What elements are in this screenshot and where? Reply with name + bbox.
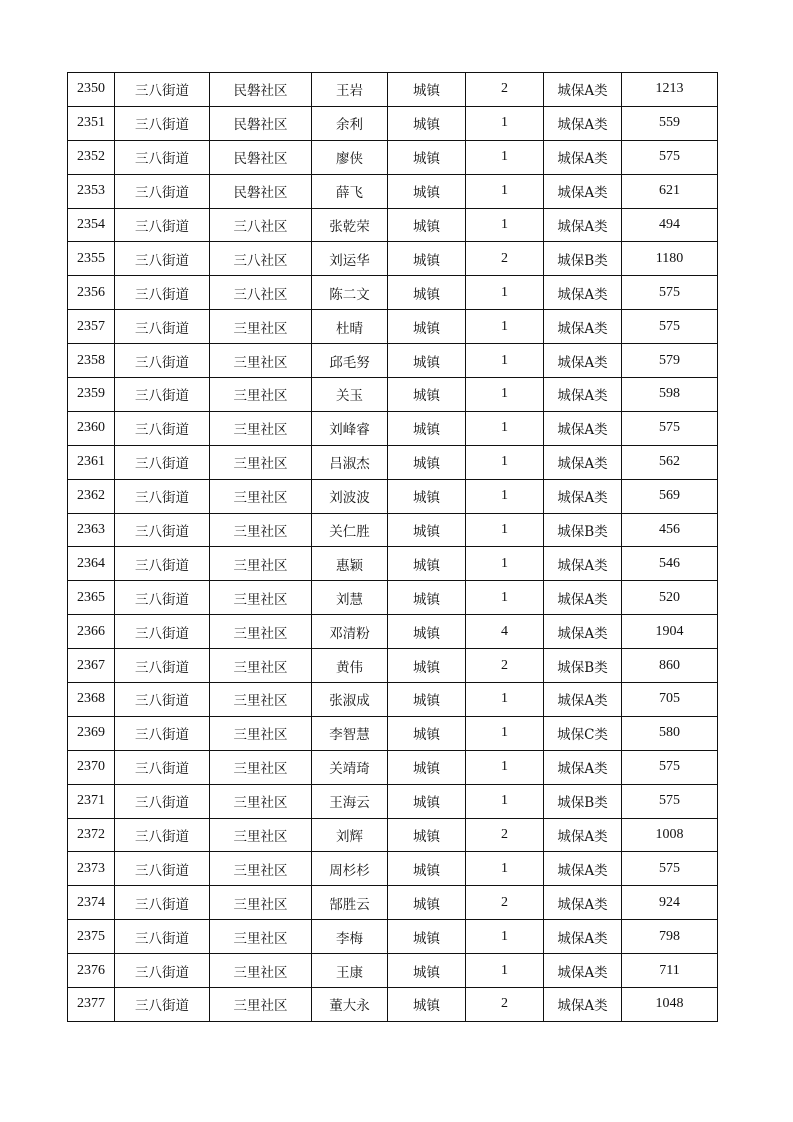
table-row: [68, 106, 718, 140]
subdistrict-cell: 三八街道: [115, 886, 210, 920]
insurance-category-cell: 城保A类: [544, 344, 622, 378]
name-cell: 郜胜云: [312, 886, 388, 920]
name-cell: 刘运华: [312, 242, 388, 276]
household-size-cell: 1: [466, 276, 544, 310]
table-row: [68, 310, 718, 344]
community-cell: 三里社区: [210, 750, 312, 784]
insurance-category-cell: 城保A类: [544, 140, 622, 174]
community-cell: 三里社区: [210, 547, 312, 581]
insurance-category-cell: 城保A类: [544, 310, 622, 344]
serial-number-cell: 2375: [68, 920, 115, 954]
serial-number-cell: 2376: [68, 954, 115, 988]
household-type-cell: 城镇: [388, 276, 466, 310]
name-cell: 刘辉: [312, 818, 388, 852]
household-size-cell: 2: [466, 818, 544, 852]
name-cell: 关玉: [312, 378, 388, 412]
household-type-cell: 城镇: [388, 310, 466, 344]
serial-number-cell: 2370: [68, 750, 115, 784]
community-cell: 三里社区: [210, 954, 312, 988]
table-row: [68, 784, 718, 818]
serial-number-cell: 2362: [68, 479, 115, 513]
amount-cell: 456: [622, 513, 718, 547]
household-type-cell: 城镇: [388, 479, 466, 513]
insurance-category-cell: 城保A类: [544, 73, 622, 107]
subdistrict-cell: 三八街道: [115, 784, 210, 818]
table-row: [68, 344, 718, 378]
community-cell: 三八社区: [210, 242, 312, 276]
serial-number-cell: 2351: [68, 106, 115, 140]
household-size-cell: 1: [466, 378, 544, 412]
household-type-cell: 城镇: [388, 852, 466, 886]
household-type-cell: 城镇: [388, 344, 466, 378]
household-type-cell: 城镇: [388, 208, 466, 242]
community-cell: 三里社区: [210, 683, 312, 717]
name-cell: 周杉杉: [312, 852, 388, 886]
insurance-category-cell: 城保A类: [544, 445, 622, 479]
subdistrict-cell: 三八街道: [115, 683, 210, 717]
amount-cell: 598: [622, 378, 718, 412]
amount-cell: 860: [622, 649, 718, 683]
table-row: [68, 649, 718, 683]
name-cell: 吕淑杰: [312, 445, 388, 479]
subdistrict-cell: 三八街道: [115, 547, 210, 581]
serial-number-cell: 2361: [68, 445, 115, 479]
household-size-cell: 1: [466, 716, 544, 750]
amount-cell: 579: [622, 344, 718, 378]
table-row: [68, 988, 718, 1022]
table-row: [68, 513, 718, 547]
table-row: [68, 852, 718, 886]
insurance-category-cell: 城保B类: [544, 242, 622, 276]
records-table: [67, 72, 718, 1022]
community-cell: 三里社区: [210, 411, 312, 445]
insurance-category-cell: 城保A类: [544, 547, 622, 581]
community-cell: 三里社区: [210, 344, 312, 378]
table-row: [68, 445, 718, 479]
subdistrict-cell: 三八街道: [115, 649, 210, 683]
serial-number-cell: 2364: [68, 547, 115, 581]
amount-cell: 575: [622, 784, 718, 818]
amount-cell: 575: [622, 411, 718, 445]
household-size-cell: 1: [466, 479, 544, 513]
household-size-cell: 1: [466, 310, 544, 344]
name-cell: 黄伟: [312, 649, 388, 683]
amount-cell: 575: [622, 276, 718, 310]
name-cell: 王海云: [312, 784, 388, 818]
serial-number-cell: 2350: [68, 73, 115, 107]
amount-cell: 559: [622, 106, 718, 140]
community-cell: 三里社区: [210, 920, 312, 954]
household-type-cell: 城镇: [388, 242, 466, 276]
subdistrict-cell: 三八街道: [115, 73, 210, 107]
serial-number-cell: 2356: [68, 276, 115, 310]
household-size-cell: 2: [466, 242, 544, 276]
amount-cell: 1180: [622, 242, 718, 276]
serial-number-cell: 2352: [68, 140, 115, 174]
table-row: [68, 378, 718, 412]
insurance-category-cell: 城保A类: [544, 479, 622, 513]
table-row: [68, 276, 718, 310]
table-row: [68, 208, 718, 242]
amount-cell: 580: [622, 716, 718, 750]
household-type-cell: 城镇: [388, 445, 466, 479]
serial-number-cell: 2365: [68, 581, 115, 615]
name-cell: 廖侠: [312, 140, 388, 174]
subdistrict-cell: 三八街道: [115, 276, 210, 310]
household-size-cell: 2: [466, 649, 544, 683]
household-size-cell: 1: [466, 547, 544, 581]
amount-cell: 575: [622, 140, 718, 174]
household-size-cell: 1: [466, 581, 544, 615]
community-cell: 民磐社区: [210, 140, 312, 174]
household-size-cell: 1: [466, 513, 544, 547]
insurance-category-cell: 城保A类: [544, 954, 622, 988]
insurance-category-cell: 城保A类: [544, 988, 622, 1022]
name-cell: 刘慧: [312, 581, 388, 615]
subdistrict-cell: 三八街道: [115, 310, 210, 344]
household-type-cell: 城镇: [388, 716, 466, 750]
insurance-category-cell: 城保C类: [544, 716, 622, 750]
serial-number-cell: 2373: [68, 852, 115, 886]
community-cell: 民磐社区: [210, 174, 312, 208]
serial-number-cell: 2354: [68, 208, 115, 242]
subdistrict-cell: 三八街道: [115, 954, 210, 988]
household-size-cell: 1: [466, 954, 544, 988]
insurance-category-cell: 城保B类: [544, 649, 622, 683]
serial-number-cell: 2358: [68, 344, 115, 378]
insurance-category-cell: 城保A类: [544, 615, 622, 649]
records-table-body: [68, 73, 718, 1022]
insurance-category-cell: 城保A类: [544, 411, 622, 445]
household-type-cell: 城镇: [388, 73, 466, 107]
insurance-category-cell: 城保A类: [544, 683, 622, 717]
household-type-cell: 城镇: [388, 378, 466, 412]
table-row: [68, 479, 718, 513]
subdistrict-cell: 三八街道: [115, 140, 210, 174]
insurance-category-cell: 城保A类: [544, 886, 622, 920]
serial-number-cell: 2369: [68, 716, 115, 750]
household-size-cell: 1: [466, 174, 544, 208]
household-type-cell: 城镇: [388, 818, 466, 852]
community-cell: 三里社区: [210, 818, 312, 852]
subdistrict-cell: 三八街道: [115, 818, 210, 852]
household-type-cell: 城镇: [388, 954, 466, 988]
name-cell: 张淑成: [312, 683, 388, 717]
community-cell: 三里社区: [210, 615, 312, 649]
name-cell: 关仁胜: [312, 513, 388, 547]
subdistrict-cell: 三八街道: [115, 344, 210, 378]
amount-cell: 546: [622, 547, 718, 581]
subdistrict-cell: 三八街道: [115, 615, 210, 649]
amount-cell: 1213: [622, 73, 718, 107]
community-cell: 三里社区: [210, 445, 312, 479]
household-size-cell: 1: [466, 106, 544, 140]
serial-number-cell: 2360: [68, 411, 115, 445]
amount-cell: 575: [622, 852, 718, 886]
household-size-cell: 4: [466, 615, 544, 649]
table-row: [68, 954, 718, 988]
community-cell: 三八社区: [210, 276, 312, 310]
subdistrict-cell: 三八街道: [115, 445, 210, 479]
name-cell: 邓清粉: [312, 615, 388, 649]
name-cell: 王岩: [312, 73, 388, 107]
amount-cell: 562: [622, 445, 718, 479]
name-cell: 董大永: [312, 988, 388, 1022]
household-type-cell: 城镇: [388, 174, 466, 208]
household-type-cell: 城镇: [388, 547, 466, 581]
subdistrict-cell: 三八街道: [115, 852, 210, 886]
insurance-category-cell: 城保A类: [544, 920, 622, 954]
household-type-cell: 城镇: [388, 581, 466, 615]
household-type-cell: 城镇: [388, 886, 466, 920]
insurance-category-cell: 城保A类: [544, 174, 622, 208]
household-size-cell: 1: [466, 411, 544, 445]
table-row: [68, 716, 718, 750]
subdistrict-cell: 三八街道: [115, 920, 210, 954]
community-cell: 三里社区: [210, 479, 312, 513]
household-size-cell: 2: [466, 988, 544, 1022]
amount-cell: 705: [622, 683, 718, 717]
amount-cell: 569: [622, 479, 718, 513]
community-cell: 三里社区: [210, 649, 312, 683]
insurance-category-cell: 城保A类: [544, 106, 622, 140]
serial-number-cell: 2372: [68, 818, 115, 852]
amount-cell: 798: [622, 920, 718, 954]
table-row: [68, 140, 718, 174]
household-type-cell: 城镇: [388, 140, 466, 174]
table-row: [68, 242, 718, 276]
community-cell: 三里社区: [210, 988, 312, 1022]
subdistrict-cell: 三八街道: [115, 716, 210, 750]
household-size-cell: 2: [466, 73, 544, 107]
household-size-cell: 1: [466, 784, 544, 818]
table-row: [68, 73, 718, 107]
table-row: [68, 547, 718, 581]
amount-cell: 711: [622, 954, 718, 988]
serial-number-cell: 2366: [68, 615, 115, 649]
community-cell: 民磐社区: [210, 106, 312, 140]
household-size-cell: 1: [466, 140, 544, 174]
subdistrict-cell: 三八街道: [115, 411, 210, 445]
household-type-cell: 城镇: [388, 988, 466, 1022]
household-type-cell: 城镇: [388, 784, 466, 818]
serial-number-cell: 2363: [68, 513, 115, 547]
table-row: [68, 818, 718, 852]
table-row: [68, 750, 718, 784]
household-size-cell: 1: [466, 344, 544, 378]
subdistrict-cell: 三八街道: [115, 750, 210, 784]
serial-number-cell: 2368: [68, 683, 115, 717]
community-cell: 三里社区: [210, 513, 312, 547]
serial-number-cell: 2357: [68, 310, 115, 344]
serial-number-cell: 2374: [68, 886, 115, 920]
amount-cell: 1904: [622, 615, 718, 649]
amount-cell: 1008: [622, 818, 718, 852]
name-cell: 陈二文: [312, 276, 388, 310]
name-cell: 惠颖: [312, 547, 388, 581]
name-cell: 余利: [312, 106, 388, 140]
name-cell: 刘峰睿: [312, 411, 388, 445]
name-cell: 王康: [312, 954, 388, 988]
community-cell: 三里社区: [210, 852, 312, 886]
serial-number-cell: 2367: [68, 649, 115, 683]
insurance-category-cell: 城保A类: [544, 378, 622, 412]
household-size-cell: 1: [466, 208, 544, 242]
name-cell: 邱毛努: [312, 344, 388, 378]
table-row: [68, 581, 718, 615]
household-size-cell: 2: [466, 886, 544, 920]
table-row: [68, 886, 718, 920]
subdistrict-cell: 三八街道: [115, 581, 210, 615]
insurance-category-cell: 城保B类: [544, 513, 622, 547]
household-type-cell: 城镇: [388, 920, 466, 954]
community-cell: 三八社区: [210, 208, 312, 242]
table-row: [68, 920, 718, 954]
amount-cell: 494: [622, 208, 718, 242]
amount-cell: 924: [622, 886, 718, 920]
household-type-cell: 城镇: [388, 683, 466, 717]
serial-number-cell: 2371: [68, 784, 115, 818]
table-row: [68, 174, 718, 208]
name-cell: 薛飞: [312, 174, 388, 208]
subdistrict-cell: 三八街道: [115, 242, 210, 276]
table-row: [68, 615, 718, 649]
household-type-cell: 城镇: [388, 411, 466, 445]
subdistrict-cell: 三八街道: [115, 479, 210, 513]
insurance-category-cell: 城保A类: [544, 852, 622, 886]
household-type-cell: 城镇: [388, 106, 466, 140]
household-size-cell: 1: [466, 750, 544, 784]
community-cell: 三里社区: [210, 784, 312, 818]
subdistrict-cell: 三八街道: [115, 378, 210, 412]
name-cell: 关靖琦: [312, 750, 388, 784]
insurance-category-cell: 城保A类: [544, 581, 622, 615]
insurance-category-cell: 城保A类: [544, 750, 622, 784]
subdistrict-cell: 三八街道: [115, 208, 210, 242]
serial-number-cell: 2355: [68, 242, 115, 276]
name-cell: 刘波波: [312, 479, 388, 513]
community-cell: 三里社区: [210, 581, 312, 615]
community-cell: 三里社区: [210, 378, 312, 412]
serial-number-cell: 2377: [68, 988, 115, 1022]
household-type-cell: 城镇: [388, 649, 466, 683]
subdistrict-cell: 三八街道: [115, 106, 210, 140]
household-size-cell: 1: [466, 920, 544, 954]
name-cell: 李智慧: [312, 716, 388, 750]
name-cell: 张乾荣: [312, 208, 388, 242]
subdistrict-cell: 三八街道: [115, 174, 210, 208]
amount-cell: 1048: [622, 988, 718, 1022]
insurance-category-cell: 城保A类: [544, 818, 622, 852]
insurance-category-cell: 城保A类: [544, 208, 622, 242]
community-cell: 民磐社区: [210, 73, 312, 107]
name-cell: 李梅: [312, 920, 388, 954]
insurance-category-cell: 城保A类: [544, 276, 622, 310]
amount-cell: 520: [622, 581, 718, 615]
community-cell: 三里社区: [210, 310, 312, 344]
household-type-cell: 城镇: [388, 513, 466, 547]
household-size-cell: 1: [466, 852, 544, 886]
table-row: [68, 411, 718, 445]
household-type-cell: 城镇: [388, 615, 466, 649]
subdistrict-cell: 三八街道: [115, 513, 210, 547]
serial-number-cell: 2359: [68, 378, 115, 412]
household-size-cell: 1: [466, 683, 544, 717]
household-type-cell: 城镇: [388, 750, 466, 784]
household-size-cell: 1: [466, 445, 544, 479]
amount-cell: 621: [622, 174, 718, 208]
insurance-category-cell: 城保B类: [544, 784, 622, 818]
community-cell: 三里社区: [210, 716, 312, 750]
table-row: [68, 683, 718, 717]
amount-cell: 575: [622, 750, 718, 784]
serial-number-cell: 2353: [68, 174, 115, 208]
amount-cell: 575: [622, 310, 718, 344]
subdistrict-cell: 三八街道: [115, 988, 210, 1022]
community-cell: 三里社区: [210, 886, 312, 920]
name-cell: 杜晴: [312, 310, 388, 344]
